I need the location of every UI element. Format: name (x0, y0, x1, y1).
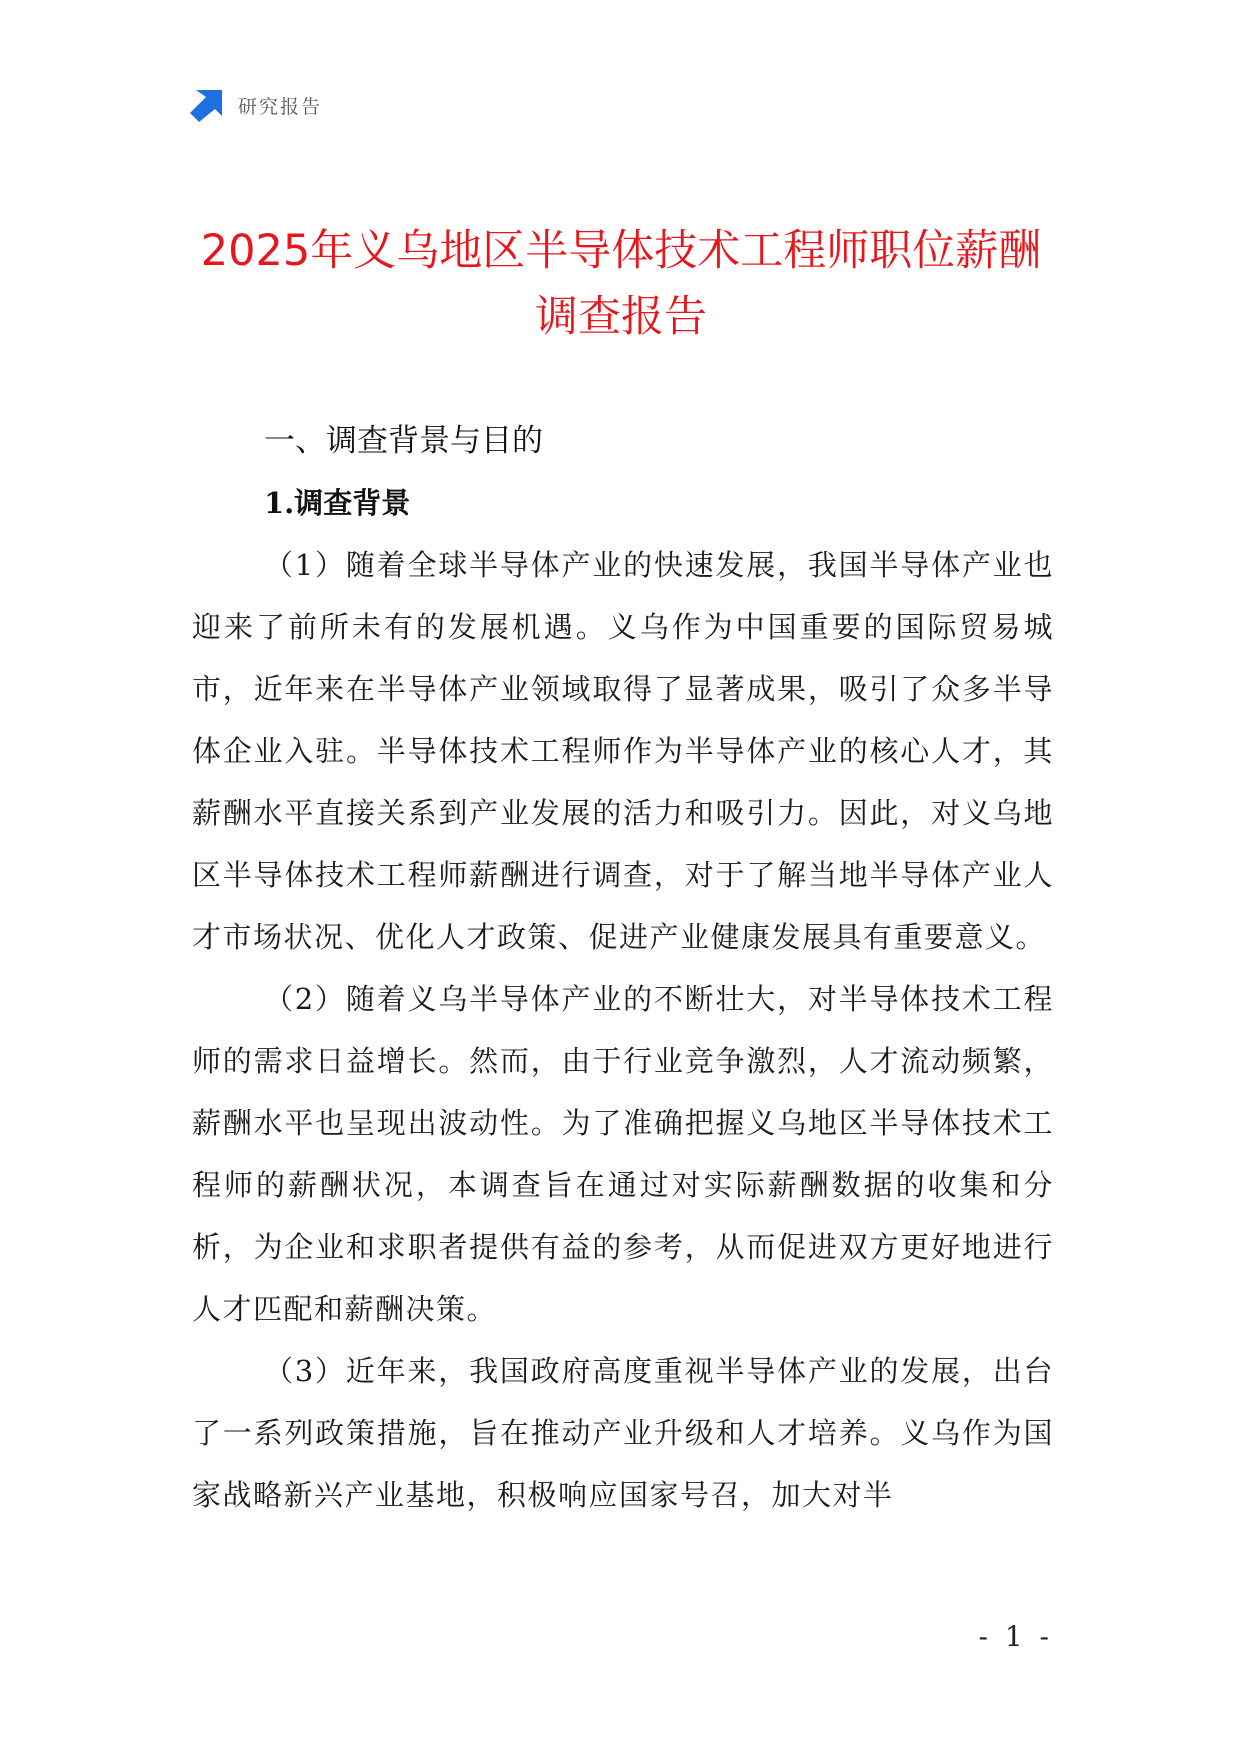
document-body (192, 410, 1054, 1526)
paragraph-1: （1）随着全球半导体产业的快速发展，我国半导体产业也迎来了前所未有的发展机遇。义乌作为中国重要的国际贸易城市，近年来在半导体产业领域取得了显著成果，吸引了众多半导体企业入驻。半导体技术工程师作为半导体产业的核心人才，其薪酬水平直接关系到产业发展的活力和吸引力。因此，对义乌地区半导体技术工程师薪酬进行调查，对于了解当地半导体产业人才市场状况、优化人才政策、促进产业健康发展具有重要意义。 (192, 548, 1054, 954)
report-header (190, 88, 322, 122)
paragraph-3: （3）近年来，我国政府高度重视半导体产业的发展，出台了一系列政策措施，旨在推动产业升级和人才培养。义乌作为国家战略新兴产业基地，积极响应国家号召，加大对半 (192, 1354, 1054, 1512)
document-title: 2025年义乌地区半导体技术工程师职位薪酬调查报告 (200, 226, 1042, 342)
paragraph-2: （2）随着义乌半导体产业的不断壮大，对半导体技术工程师的需求日益增长。然而，由于行业竞争激烈，人才流动频繁，薪酬水平也呈现出波动性。为了准确把握义乌地区半导体技术工程师的薪酬状况，本调查旨在通过对实际薪酬数据的收集和分析，为企业和求职者提供有益的参考，从而促进双方更好地进行人才匹配和薪酬决策。 (192, 982, 1054, 1326)
header-label: 研究报告 (238, 95, 323, 118)
section-heading: 一、调查背景与目的 (264, 423, 543, 459)
diagonal-arrow-logo-icon (190, 88, 224, 122)
page-number: - 1 - (978, 1620, 1053, 1653)
subsection-heading: 1.调查背景 (264, 486, 411, 520)
